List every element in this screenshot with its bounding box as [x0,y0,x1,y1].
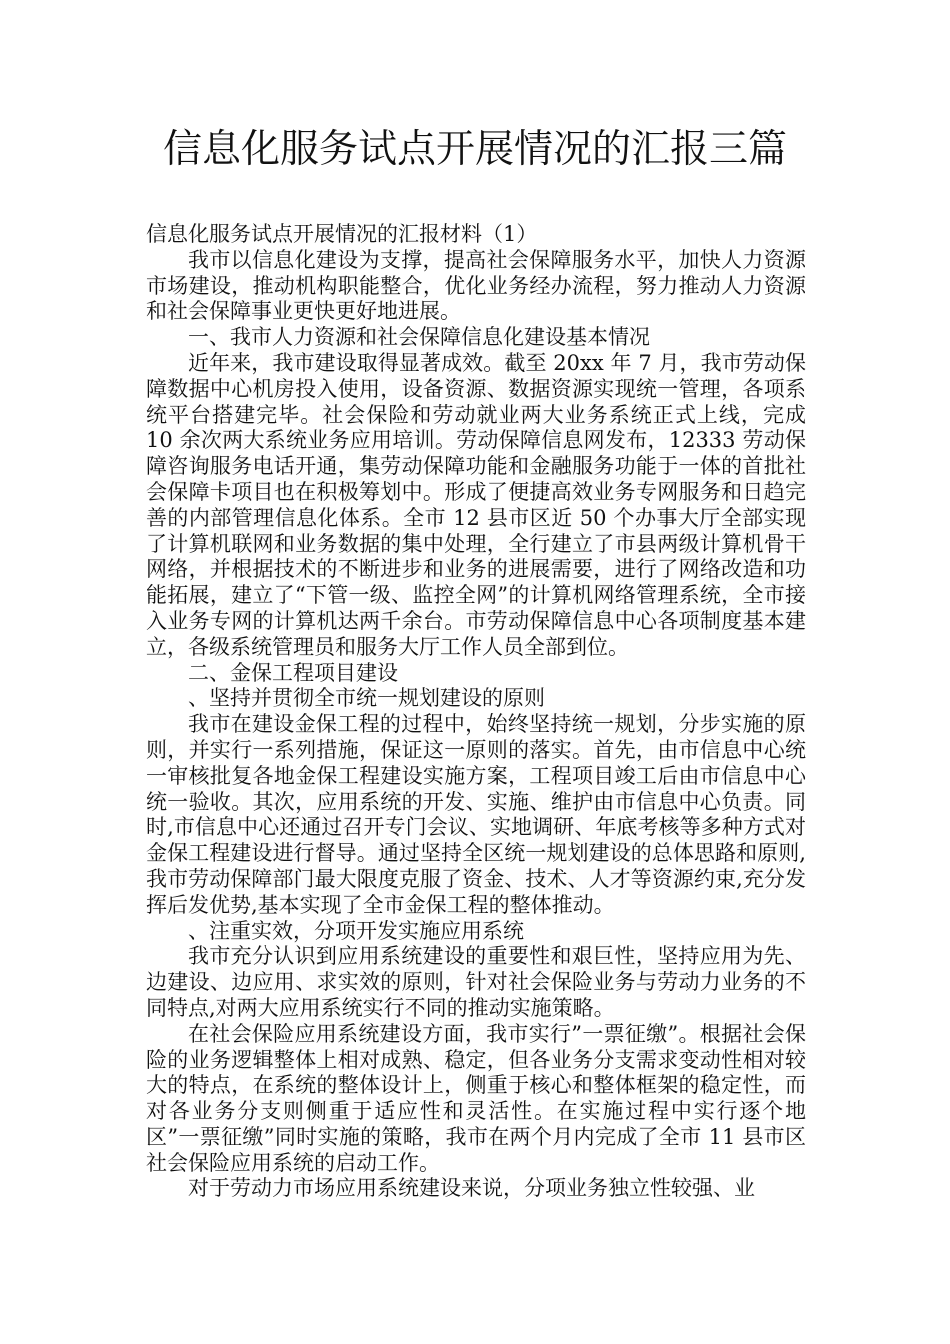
body-paragraph: 对于劳动力市场应用系统建设来说，分项业务独立性较强、业 [188,1176,755,1201]
subsection-heading: 、注重实效，分项开发实施应用系统 [188,918,524,943]
document-title: 信息化服务试点开展情况的汇报三篇 [162,127,787,172]
body-paragraph: 我市充分认识到应用系统建设的重要性和艰巨性，坚持应用为先、边建设、边应用、求实效的原则，针对社会保险业务与劳动力业务的不同特点,对两大应用系统实行不同的推动实施策略。 [146,944,806,1020]
document-subtitle: 信息化服务试点开展情况的汇报材料（1） [146,222,538,246]
body-paragraph: 在社会保险应用系统建设方面，我市实行”一票征缴”。根据社会保险的业务逻辑整体上相对成熟、稳定，但各业务分支需求变动性相对较大的特点，在系统的整体设计上，侧重于核心和整体框架的稳定性，而对各业务分支则侧重于适应性和灵活性。在实施过程中实行逐个地区”一票征缴”同时实施的策略，我市在两个月内完成了全市 11 县市区社会保险应用系统的启动工作。 [146,1021,806,1175]
section-heading: 二、金保工程项目建设 [188,660,398,685]
body-paragraph: 近年来，我市建设取得显著成效。截至 20xx 年 7 月，我市劳动保障数据中心机房投入使用，设备资源、数据资源实现统一管理，各项系统平台搭建完毕。社会保险和劳动就业两大业务系统正式上线，完成 10 余次两大系统业务应用培训。劳动保障信息网发布，12333 劳动保障咨询服务电话开通，集劳动保障功能和金融服务功能于一体的首批社会保障卡项目也在积极筹划中。形成了便捷高效业务专网服务和日趋完善的内部管理信息化体系。全市 12 县市区近 50 个办事大厅全部实现了计算机联网和业务数据的集中处理，全行建立了市县两级计算机骨干网络，并根据技术的不断进步和业务的进展需要，进行了网络改造和功能拓展，建立了“下管一级、监控全网”的计算机网络管理系统，全市接入业务专网的计算机达两千余台。市劳动保障信息中心各项制度基本建立，各级系统管理员和服务大厅工作人员全部到位。 [146,350,806,659]
section-heading: 一、我市人力资源和社会保障信息化建设基本情况 [188,325,650,350]
subsection-heading: 、坚持并贯彻全市统一规划建设的原则 [188,686,545,711]
body-paragraph: 我市以信息化建设为支撑，提高社会保障服务水平，加快人力资源市场建设，推动机构职能整合，优化业务经办流程，努力推动人力资源和社会保障事业更快更好地进展。 [146,247,806,324]
document-body [146,222,806,1202]
body-paragraph: 我市在建设金保工程的过程中，始终坚持统一规划，分步实施的原则，并实行一系列措施，保证这一原则的落实。首先，由市信息中心统一审核批复各地金保工程建设实施方案，工程项目竣工后由市信息中心统一验收。其次，应用系统的开发、实施、维护由市信息中心负责。同时,市信息中心还通过召开专门会议、实地调研、年底考核等多种方式对金保工程建设进行督导。通过坚持全区统一规划建设的总体思路和原则,我市劳动保障部门最大限度克服了资金、技术、人才等资源约束,充分发挥后发优势,基本实现了全市金保工程的整体推动。 [146,712,806,917]
